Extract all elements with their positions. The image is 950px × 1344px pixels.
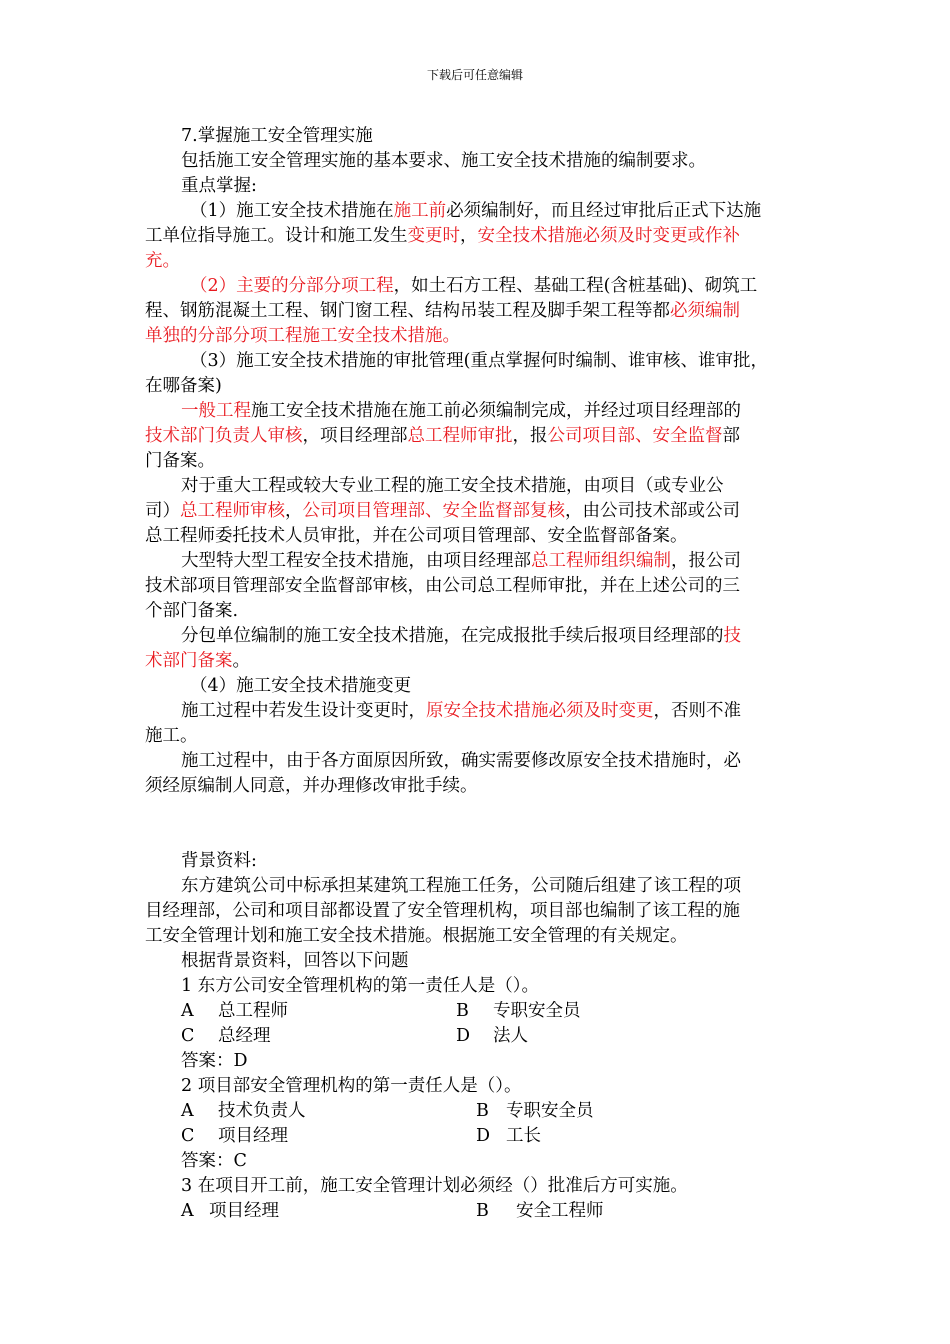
background-line-1: 东方建筑公司中标承担某建筑工程施工任务，公司随后组建了该工程的项 — [181, 876, 741, 896]
option-c: C 项目经理 — [181, 1126, 288, 1146]
background-title: 背景资料: — [181, 851, 257, 871]
option-d: D 法人 — [456, 1026, 528, 1046]
paragraph-9-line-2: 施工。 — [145, 726, 198, 746]
question-2-options-cd — [145, 1124, 801, 1149]
question-1-options-ab — [145, 999, 801, 1024]
question-2-answer: 答案：C — [181, 1151, 247, 1171]
question-2-options-ab — [145, 1099, 801, 1124]
document-body — [145, 124, 801, 1224]
paragraph-2-line-3: 单独的分部分项工程施工安全技术措施。 — [145, 326, 460, 346]
paragraph-3-line-1: （3）施工安全技术措施的审批管理(重点掌握何时编制、谁审核、谁审批， — [190, 351, 768, 371]
option-a: A 项目经理 — [181, 1201, 279, 1221]
section-gap — [145, 799, 801, 849]
paragraph-7-line-1: 分包单位编制的施工安全技术措施，在完成报批手续后报项目经理部的技 — [181, 626, 741, 646]
paragraph-4-line-2: 技术部门负责人审核，项目经理部总工程师审批，报公司项目部、安全监督部 — [145, 426, 740, 446]
paragraph-9-line-1: 施工过程中若发生设计变更时，原安全技术措施必须及时变更，否则不准 — [181, 701, 741, 721]
question-3-options-ab — [145, 1199, 801, 1224]
questions-lead: 根据背景资料，回答以下问题 — [181, 951, 409, 971]
paragraph-1-line-3: 充。 — [145, 251, 180, 271]
option-a: A 总工程师 — [181, 1001, 288, 1021]
paragraph-1-line-2: 工单位指导施工。设计和施工发生变更时，安全技术措施必须及时变更或作补 — [145, 226, 740, 246]
paragraph-4-line-1: 一般工程施工安全技术措施在施工前必须编制完成，并经过项目经理部的 — [181, 401, 741, 421]
option-c: C 总经理 — [181, 1026, 271, 1046]
option-a: A 技术负责人 — [181, 1101, 306, 1121]
background-line-2: 目经理部，公司和项目部都设置了安全管理机构，项目部也编制了该工程的施 — [145, 901, 740, 921]
paragraph-6-line-3: 个部门备案. — [145, 601, 239, 621]
focus-label: 重点掌握: — [181, 176, 257, 196]
paragraph-4-line-3: 门备案。 — [145, 451, 215, 471]
option-b: B 专职安全员 — [476, 1101, 594, 1121]
paragraph-2-line-2: 程、钢筋混凝土工程、钢门窗工程、结构吊装工程及脚手架工程等都必须编制 — [145, 301, 740, 321]
question-1: 1 东方公司安全管理机构的第一责任人是（）。 — [181, 976, 539, 996]
option-b: B 安全工程师 — [476, 1201, 604, 1221]
paragraph-5-line-3: 总工程师委托技术人员审批，并在公司项目管理部、安全监督部备案。 — [145, 526, 688, 546]
paragraph-10-line-2: 须经原编制人同意，并办理修改审批手续。 — [145, 776, 478, 796]
paragraph-6-line-2: 技术部项目管理部安全监督部审核，由公司总工程师审批，并在上述公司的三 — [145, 576, 740, 596]
section-title: 7.掌握施工安全管理实施 — [181, 126, 373, 146]
question-1-answer: 答案：D — [181, 1051, 248, 1071]
paragraph-10-line-1: 施工过程中，由于各方面原因所致，确实需要修改原安全技术措施时，必 — [181, 751, 741, 771]
paragraph-2-line-1: （2）主要的分部分项工程，如土石方工程、基础工程(含桩基础)、砌筑工 — [190, 276, 758, 296]
paragraph-6-line-1: 大型特大型工程安全技术措施，由项目经理部总工程师组织编制，报公司 — [181, 551, 741, 571]
paragraph-1-line-1: （1）施工安全技术措施在施工前必须编制好，而且经过审批后正式下达施 — [190, 201, 762, 221]
paragraph-3-line-2: 在哪备案) — [145, 376, 222, 396]
section-intro: 包括施工安全管理实施的基本要求、施工安全技术措施的编制要求。 — [181, 151, 706, 171]
question-3: 3 在项目开工前，施工安全管理计划必须经（）批准后方可实施。 — [181, 1176, 688, 1196]
question-1-options-cd — [145, 1024, 801, 1049]
paragraph-5-line-1: 对于重大工程或较大专业工程的施工安全技术措施，由项目（或专业公 — [181, 476, 724, 496]
option-b: B 专职安全员 — [456, 1001, 581, 1021]
question-2: 2 项目部安全管理机构的第一责任人是（）。 — [181, 1076, 522, 1096]
page-header: 下载后可任意编辑 — [426, 68, 523, 82]
paragraph-8: （4）施工安全技术措施变更 — [190, 676, 412, 696]
paragraph-7-line-2: 术部门备案。 — [145, 651, 250, 671]
option-d: D 工长 — [476, 1126, 541, 1146]
background-line-3: 工安全管理计划和施工安全技术措施。根据施工安全管理的有关规定。 — [145, 926, 688, 946]
paragraph-5-line-2: 司）总工程师审核，公司项目管理部、安全监督部复核，由公司技术部或公司 — [145, 501, 740, 521]
